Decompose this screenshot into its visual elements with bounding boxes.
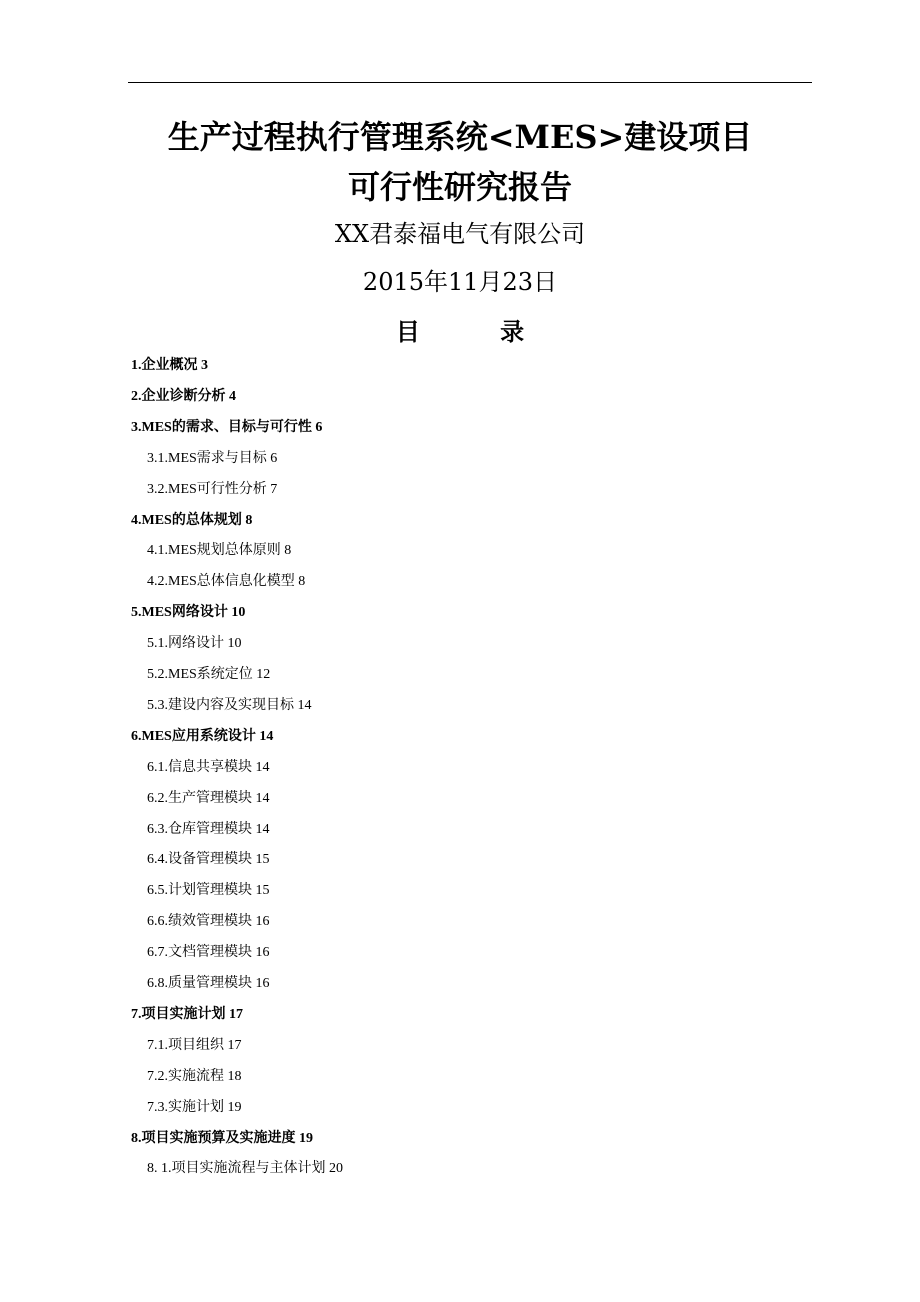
toc-chapter-link[interactable]: 2.企业诊断分析 4 [131, 388, 236, 404]
toc-section-link[interactable]: 3.2.MES可行性分析 7 [147, 481, 278, 497]
toc-chapter-link[interactable]: 3.MES的需求、目标与可行性 6 [131, 419, 323, 435]
toc-chapter-link[interactable]: 1.企业概况 3 [131, 358, 208, 373]
toc-section-link[interactable]: 5.2.MES系统定位 12 [147, 667, 271, 682]
toc-chapter-link[interactable]: 8.项目实施预算及实施进度 19 [131, 1130, 313, 1146]
toc-section-link[interactable]: 6.4.设备管理模块 15 [147, 852, 270, 868]
toc-section-link[interactable]: 6.3.仓库管理模块 14 [147, 821, 270, 837]
toc-section-link[interactable]: 6.8.质量管理模块 16 [147, 976, 270, 991]
toc-section-link[interactable]: 6.6.绩效管理模块 16 [147, 914, 270, 930]
document-title-line-2: 可行性研究报告 [347, 168, 572, 206]
toc-section-link[interactable]: 8. 1.项目实施流程与主体计划 20 [147, 1161, 343, 1177]
toc-heading: 目 录 [395, 317, 561, 346]
document-date: 2015年11月23日 [362, 268, 558, 296]
toc-section-link[interactable]: 5.3.建设内容及实现目标 14 [147, 697, 312, 713]
toc-section-link[interactable]: 6.1.信息共享模块 14 [147, 759, 270, 775]
toc-section-link[interactable]: 4.1.MES规划总体原则 8 [147, 543, 292, 559]
company-name: XX君泰福电气有限公司 [334, 220, 586, 248]
document-title-line-1: 生产过程执行管理系统<MES>建设项目 [167, 118, 753, 156]
toc-chapter-link[interactable]: 7.项目实施计划 17 [131, 1006, 243, 1022]
toc-section-link[interactable]: 5.1.网络设计 10 [147, 636, 242, 652]
toc-section-link[interactable]: 6.5.计划管理模块 15 [147, 883, 270, 899]
header-rule [128, 82, 812, 83]
toc-section-link[interactable]: 7.2.实施流程 18 [147, 1068, 242, 1084]
toc-section-link[interactable]: 7.3.实施计划 19 [147, 1099, 242, 1115]
toc-section-link[interactable]: 4.2.MES总体信息化模型 8 [147, 574, 306, 590]
toc-chapter-link[interactable]: 5.MES网络设计 10 [131, 605, 246, 621]
toc-section-link[interactable]: 6.7.文档管理模块 16 [147, 945, 270, 961]
toc-section-link[interactable]: 6.2.生产管理模块 14 [147, 790, 270, 806]
toc-section-link[interactable]: 3.1.MES需求与目标 6 [147, 450, 278, 466]
toc-chapter-link[interactable]: 6.MES应用系统设计 14 [131, 728, 274, 744]
toc-chapter-link[interactable]: 4.MES的总体规划 8 [131, 512, 253, 528]
toc-section-link[interactable]: 7.1.项目组织 17 [147, 1037, 242, 1053]
